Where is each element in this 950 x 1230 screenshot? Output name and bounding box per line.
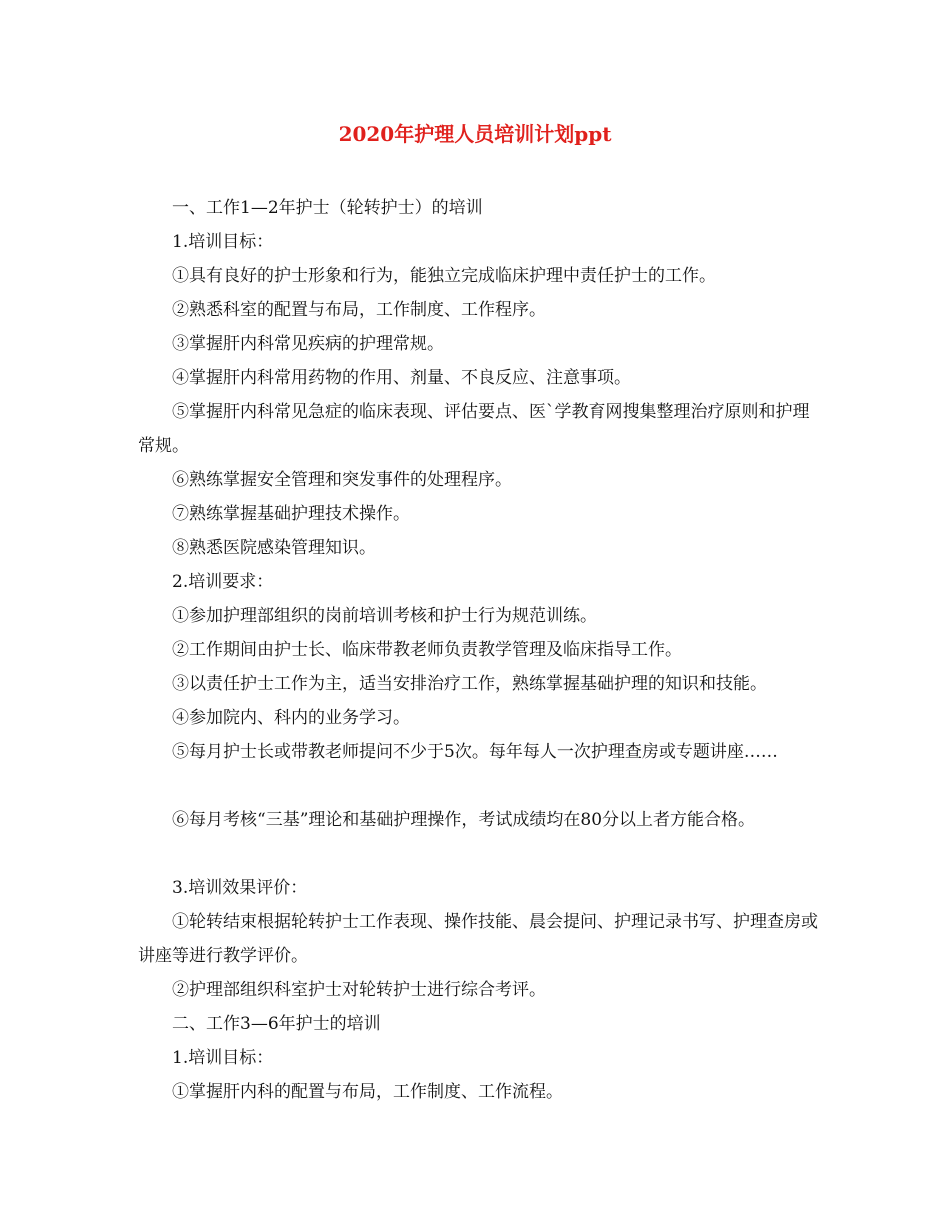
document-title: 2020年护理人员培训计划ppt <box>338 122 612 146</box>
paragraph: ④掌握肝内科常用药物的作用、剂量、不良反应、注意事项。 <box>172 368 631 388</box>
paragraph: ①具有良好的护士形象和行为，能独立完成临床护理中责任护士的工作。 <box>172 266 716 286</box>
paragraph: ③以责任护士工作为主，适当安排治疗工作，熟练掌握基础护理的知识和技能。 <box>172 674 767 694</box>
paragraph: ②熟悉科室的配置与布局，工作制度、工作程序。 <box>172 300 546 320</box>
paragraph: ⑤每月护士长或带教老师提问不少于5次。每年每人一次护理查房或专题讲座…… <box>172 742 778 762</box>
paragraph: ⑧熟悉医院感染管理知识。 <box>172 538 376 558</box>
document-body <box>138 191 818 1109</box>
paragraph: ②护理部组织科室护士对轮转护士进行综合考评。 <box>172 980 546 1000</box>
paragraph: ①轮转结束根据轮转护士工作表现、操作技能、晨会提问、护理记录书写、护理查房或讲座等进行教学评价。 <box>138 912 818 966</box>
paragraph: ②工作期间由护士长、临床带教老师负责教学管理及临床指导工作。 <box>172 640 682 660</box>
paragraph: ③掌握肝内科常见疾病的护理常规。 <box>172 334 444 354</box>
subheading-training-requirements: 2.培训要求： <box>172 572 274 592</box>
subheading-evaluation: 3.培训效果评价： <box>172 878 308 898</box>
paragraph: ⑥熟练掌握安全管理和突发事件的处理程序。 <box>172 470 512 490</box>
paragraph: ⑦熟练掌握基础护理技术操作。 <box>172 504 410 524</box>
paragraph: ④参加院内、科内的业务学习。 <box>172 708 410 728</box>
paragraph: ⑤掌握肝内科常见急症的临床表现、评估要点、医`学教育网搜集整理治疗原则和护理常规。 <box>138 402 810 456</box>
paragraph: ①掌握肝内科的配置与布局，工作制度、工作流程。 <box>172 1082 563 1102</box>
paragraph: ⑥每月考核“三基”理论和基础护理操作，考试成绩均在80分以上者方能合格。 <box>172 810 756 830</box>
subheading-training-goals: 1.培训目标： <box>172 1048 274 1068</box>
paragraph: ①参加护理部组织的岗前培训考核和护士行为规范训练。 <box>172 606 597 626</box>
section-heading-2: 二、工作3—6年护士的培训 <box>172 1014 381 1034</box>
subheading-training-goals: 1.培训目标： <box>172 232 274 252</box>
section-heading-1: 一、工作1—2年护士（轮转护士）的培训 <box>172 198 483 218</box>
